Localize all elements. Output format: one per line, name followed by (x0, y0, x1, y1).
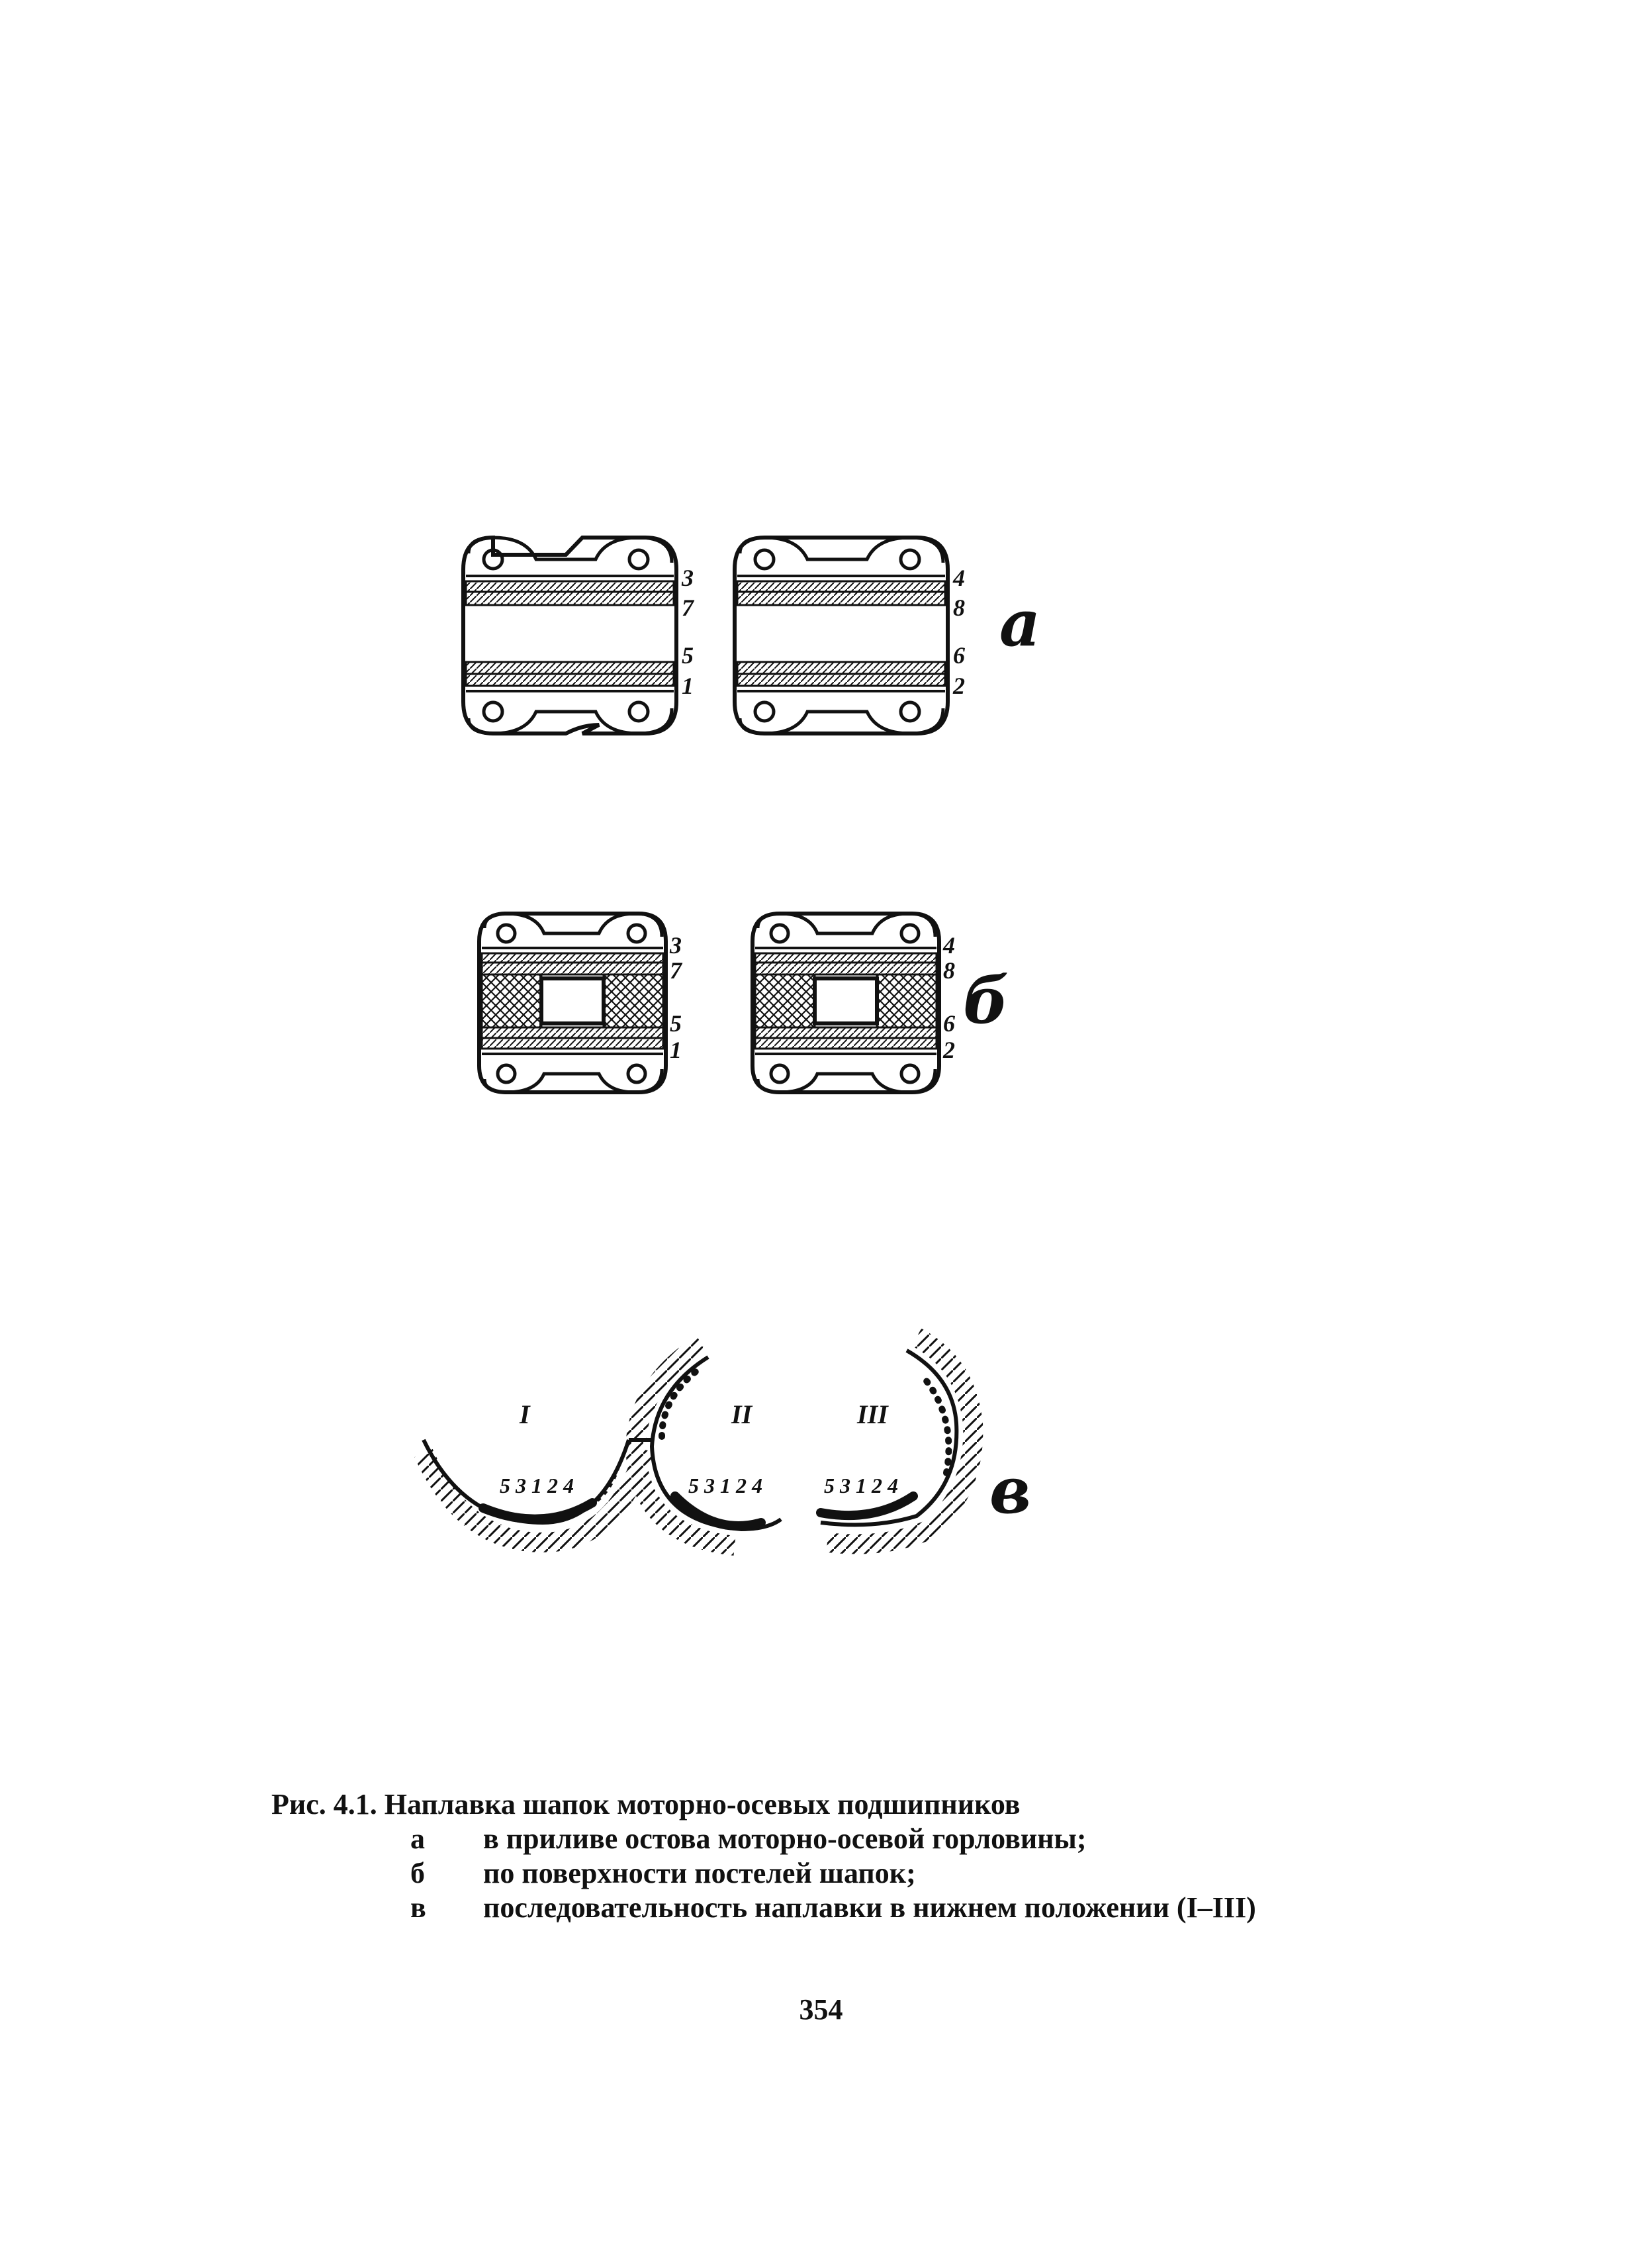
label-b-left-4: 1 (670, 1037, 682, 1063)
position-II-sequence: 5 3 1 2 4 (688, 1474, 762, 1497)
cap-b-right (753, 914, 939, 1092)
panel-b-letter: б (963, 963, 1009, 1038)
page-number: 354 (799, 1993, 843, 2026)
label-b-right-4: 2 (943, 1037, 955, 1063)
position-III (821, 1337, 973, 1544)
caption-item-a-letter: а (410, 1822, 425, 1855)
position-III-label: III (857, 1399, 888, 1429)
position-II-label: II (731, 1399, 753, 1429)
caption-item-v-text: последовательность наплавки в нижнем положении (I–III) (483, 1891, 1256, 1924)
caption-title: Рис. 4.1. Наплавка шапок моторно-осевых подшипников (271, 1788, 1021, 1820)
caption-item-b (271, 1856, 1463, 1891)
label-b-right-1: 4 (943, 932, 955, 959)
panel-v (424, 1337, 1031, 1546)
position-I-label: I (520, 1399, 530, 1429)
label-a-right-1: 4 (953, 565, 965, 591)
label-b-right-3: 6 (943, 1010, 955, 1037)
caption-item-v-letter: в (410, 1891, 426, 1924)
label-b-left-1: 3 (670, 932, 682, 959)
panel-a-letter: a (999, 586, 1041, 661)
position-I-sequence: 5 3 1 2 4 (500, 1474, 574, 1497)
cap-b-left (479, 914, 666, 1092)
caption-item-b-letter: б (410, 1857, 425, 1889)
caption-item-b-text: по поверхности постелей шапок; (483, 1857, 916, 1889)
label-b-left-2: 7 (670, 957, 682, 984)
position-III-sequence: 5 3 1 2 4 (824, 1474, 898, 1497)
label-b-right-2: 8 (943, 957, 955, 984)
panel-a (463, 538, 1040, 733)
label-a-left-4: 1 (682, 673, 694, 699)
label-a-left-3: 5 (682, 642, 694, 669)
label-a-left-1: 3 (682, 565, 694, 591)
label-a-right-2: 8 (953, 594, 965, 621)
label-b-left-3: 5 (670, 1010, 682, 1037)
cap-a-right (735, 538, 948, 733)
caption-item-a (271, 1822, 1463, 1856)
caption-item-v (271, 1891, 1463, 1925)
cap-a-left (463, 538, 676, 733)
label-a-right-3: 6 (953, 642, 965, 669)
panel-v-letter: в (989, 1453, 1032, 1528)
figure-caption (271, 1787, 1463, 1925)
position-II (635, 1344, 781, 1546)
label-a-right-4: 2 (953, 673, 965, 699)
label-a-left-2: 7 (682, 594, 694, 621)
panel-b (479, 914, 1009, 1092)
position-I (424, 1399, 652, 1542)
caption-item-a-text: в приливе остова моторно-осевой горловины; (483, 1822, 1087, 1855)
